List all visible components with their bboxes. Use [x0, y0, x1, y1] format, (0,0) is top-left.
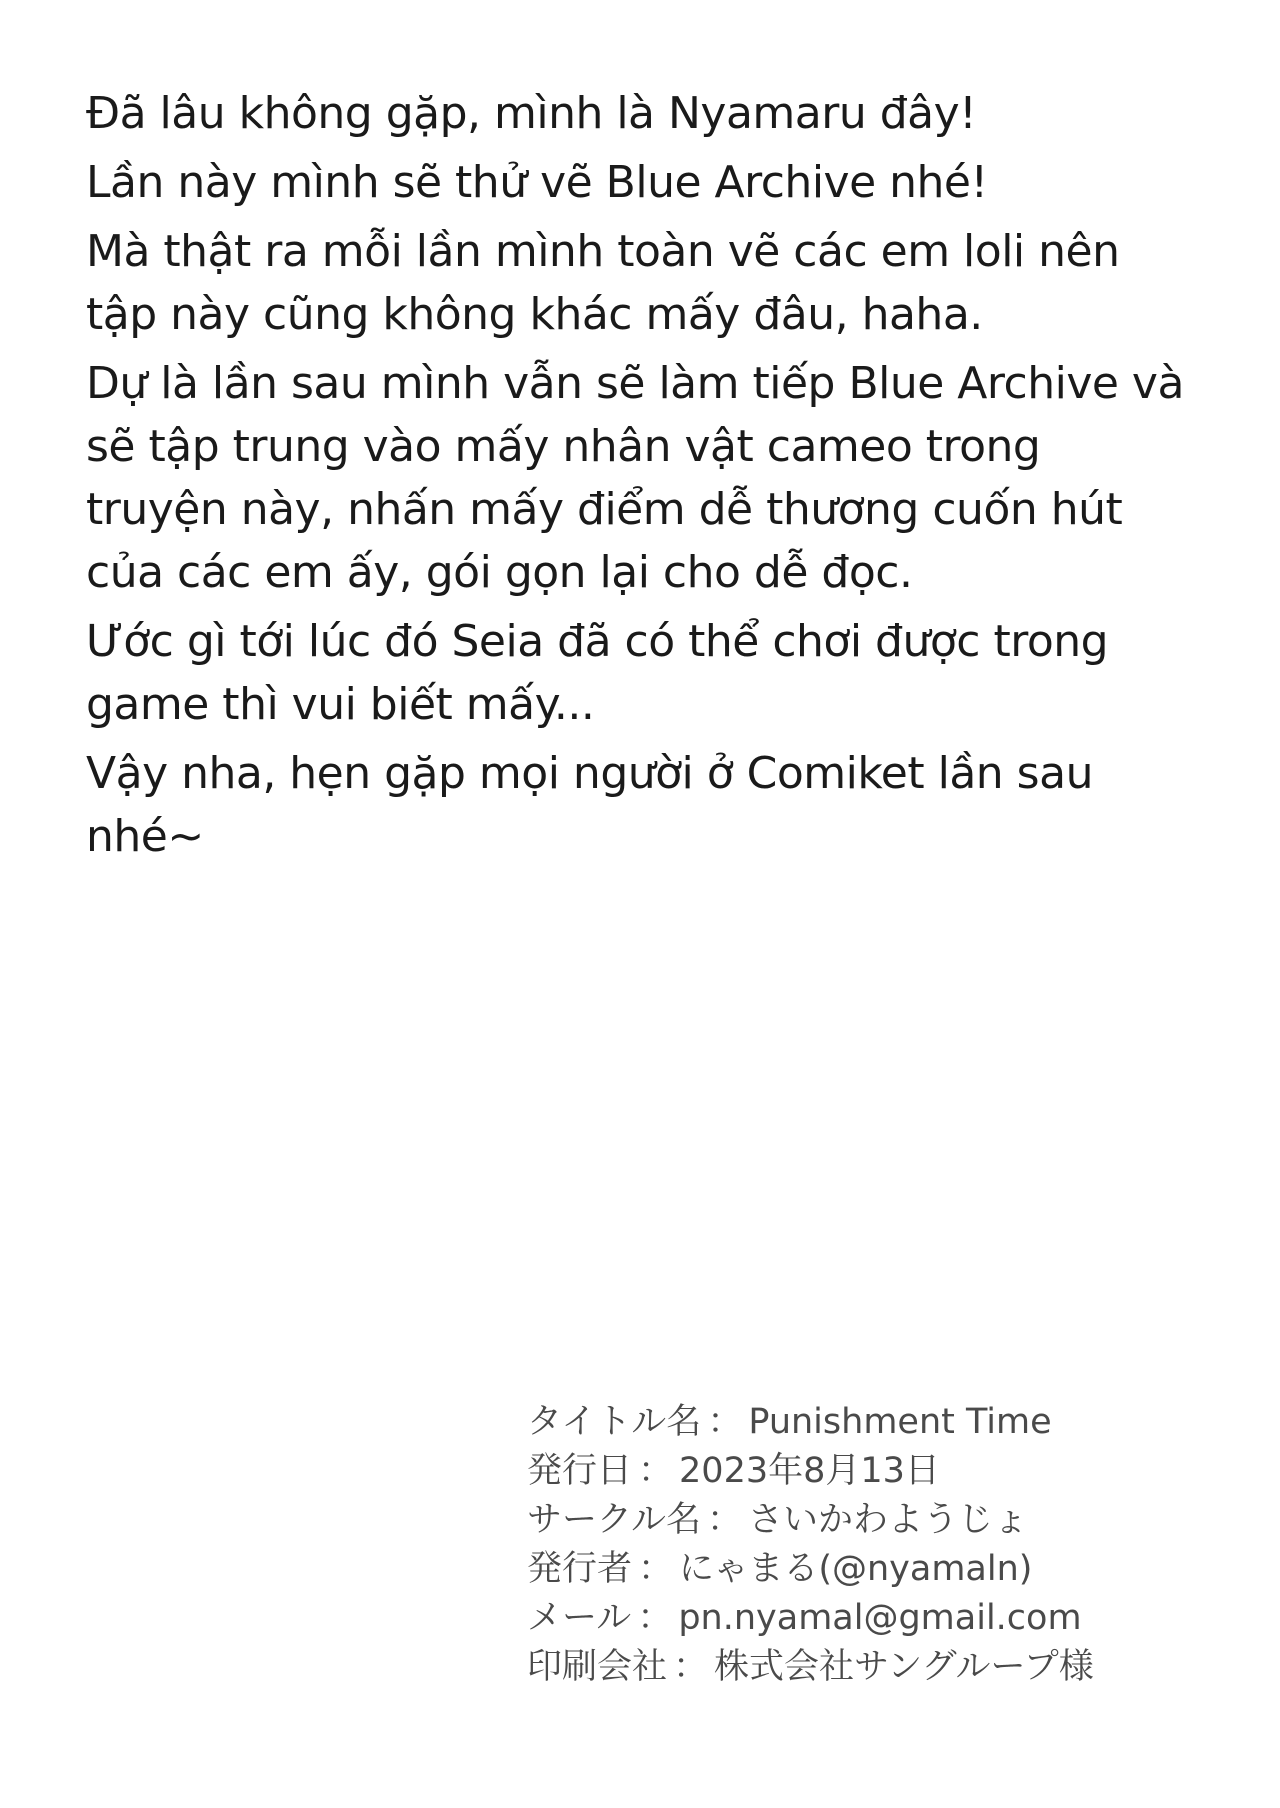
afterword-paragraph-next-plan: Dự là lần sau mình vẫn sẽ làm tiếp Blue Archive và sẽ tập trung vào mấy nhân vật cameo trong truyện này, nhấn mấy điểm dễ thương cuốn hút của các em ấy, gói gọn lại cho dễ đọc.	[86, 358, 1184, 598]
colophon-row-publisher	[527, 1545, 1247, 1594]
colophon-value: 株式会社サングループ様	[714, 1647, 1094, 1687]
colophon-label: 発行日	[527, 1451, 633, 1491]
colophon-row-title	[527, 1398, 1247, 1447]
colophon-separator: ：	[637, 1598, 673, 1638]
afterword-paragraph-loli: Mà thật ra mỗi lần mình toàn vẽ các em loli nên tập này cũng không khác mấy đâu, haha.	[86, 226, 1120, 340]
afterword-paragraph-farewell: Vậy nha, hẹn gặp mọi người ở Comiket lần sau nhé~	[86, 748, 1093, 862]
colophon-value: 2023年8月13日	[679, 1451, 940, 1491]
colophon-value: pn.nyamal@gmail.com	[678, 1598, 1082, 1638]
colophon-label: サークル名	[527, 1500, 701, 1540]
colophon-row-printer	[527, 1643, 1247, 1692]
colophon-value: にゃまる(@nyamaln)	[679, 1549, 1033, 1589]
afterword-text	[86, 82, 1206, 874]
colophon-label: メール	[527, 1598, 632, 1638]
colophon-row-email	[527, 1594, 1247, 1643]
colophon	[527, 1398, 1247, 1692]
colophon-label: 発行者	[527, 1549, 633, 1589]
colophon-row-circle	[527, 1496, 1247, 1545]
afterword-paragraph-topic: Lần này mình sẽ thử vẽ Blue Archive nhé!	[86, 157, 988, 208]
colophon-separator: ：	[707, 1402, 743, 1442]
colophon-value: さいかわようじょ	[747, 1500, 1028, 1540]
colophon-label: 印刷会社	[527, 1647, 668, 1687]
colophon-label: タイトル名	[527, 1402, 702, 1442]
colophon-value: Punishment Time	[748, 1402, 1052, 1442]
afterword-paragraph-seia-wish: Ước gì tới lúc đó Seia đã có thể chơi được trong game thì vui biết mấy...	[86, 616, 1109, 730]
afterword-paragraph-greeting: Đã lâu không gặp, mình là Nyamaru đây!	[86, 88, 977, 139]
colophon-separator: ：	[673, 1647, 709, 1687]
colophon-row-date	[527, 1447, 1247, 1496]
colophon-separator: ：	[638, 1451, 674, 1491]
colophon-separator: ：	[638, 1549, 674, 1589]
colophon-separator: ：	[706, 1500, 742, 1540]
